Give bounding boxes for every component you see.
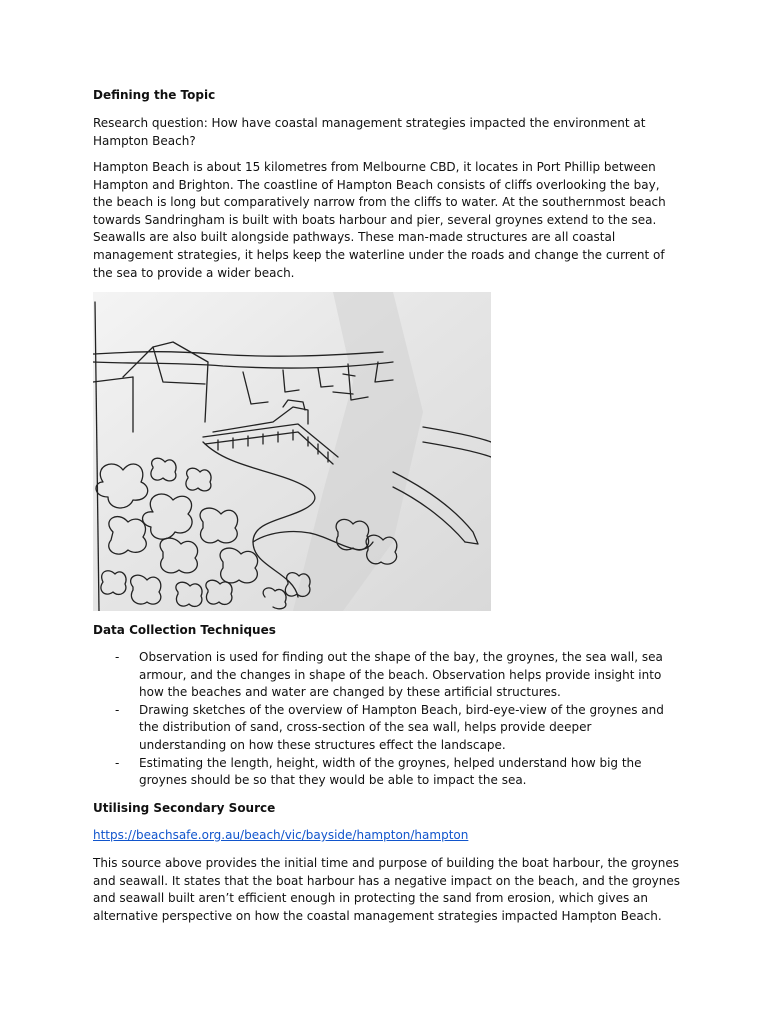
bullet-marker: - — [115, 650, 120, 664]
heading-secondary-source: Utilising Secondary Source — [93, 801, 276, 815]
list-item — [93, 702, 669, 755]
research-question: Research question: How have coastal management strategies impacted the environment at Hampton Beach? — [93, 116, 646, 148]
source-paragraph: This source above provides the initial time and purpose of building the boat harbour, the groynes and seawall. It states that the boat harbour has a negative impact on the beach, and the groynes and seawall built aren’t efficient enough in protecting the sand from erosion, which gives an alternative perspective on how the coastal management strategies impacted Hampton Beach. — [93, 856, 681, 923]
heading-defining-topic: Defining the Topic — [93, 88, 216, 102]
intro-paragraph: Hampton Beach is about 15 kilometres from Melbourne CBD, it locates in Port Phillip between Hampton and Brighton. The coastline of Hampton Beach consists of cliffs overlooking the bay, the beach is long but comparatively narrow from the cliffs to water. At the southernmost beach towards Sandringham is built with boats harbour and pier, several groynes extend to the sea. Seawalls are also built alongside pathways. These man-made structures are all coastal management strategies, it helps keep the waterline under the roads and change the current of the sea to provide a wider beach. — [93, 160, 666, 280]
list-item — [93, 649, 669, 702]
heading-data-collection: Data Collection Techniques — [93, 623, 276, 637]
list-item-text: Estimating the length, height, width of the groynes, helped understand how big the groynes should be so that they would be able to impact the sea. — [139, 755, 642, 788]
beach-sketch-image — [93, 292, 491, 611]
bullet-marker: - — [115, 702, 120, 717]
list-item — [93, 755, 669, 790]
bullet-marker: - — [115, 755, 120, 770]
source-link[interactable]: https://beachsafe.org.au/beach/vic/bayside/hampton/hampton — [93, 828, 469, 842]
list-item-text: Observation is used for finding out the shape of the bay, the groynes, the sea wall, sea armour, and the changes in shape of the beach. Observation helps provide insight into how the beaches and water are changed by these artificial structures. — [139, 650, 663, 700]
data-collection-list — [93, 649, 683, 790]
pencil-sketch — [93, 292, 491, 611]
list-item-text: Drawing sketches of the overview of Hampton Beach, bird-eye-view of the groynes and the distribution of sand, cross-section of the sea wall, helps provide deeper understanding on how these structures effect the landscape. — [139, 702, 664, 752]
